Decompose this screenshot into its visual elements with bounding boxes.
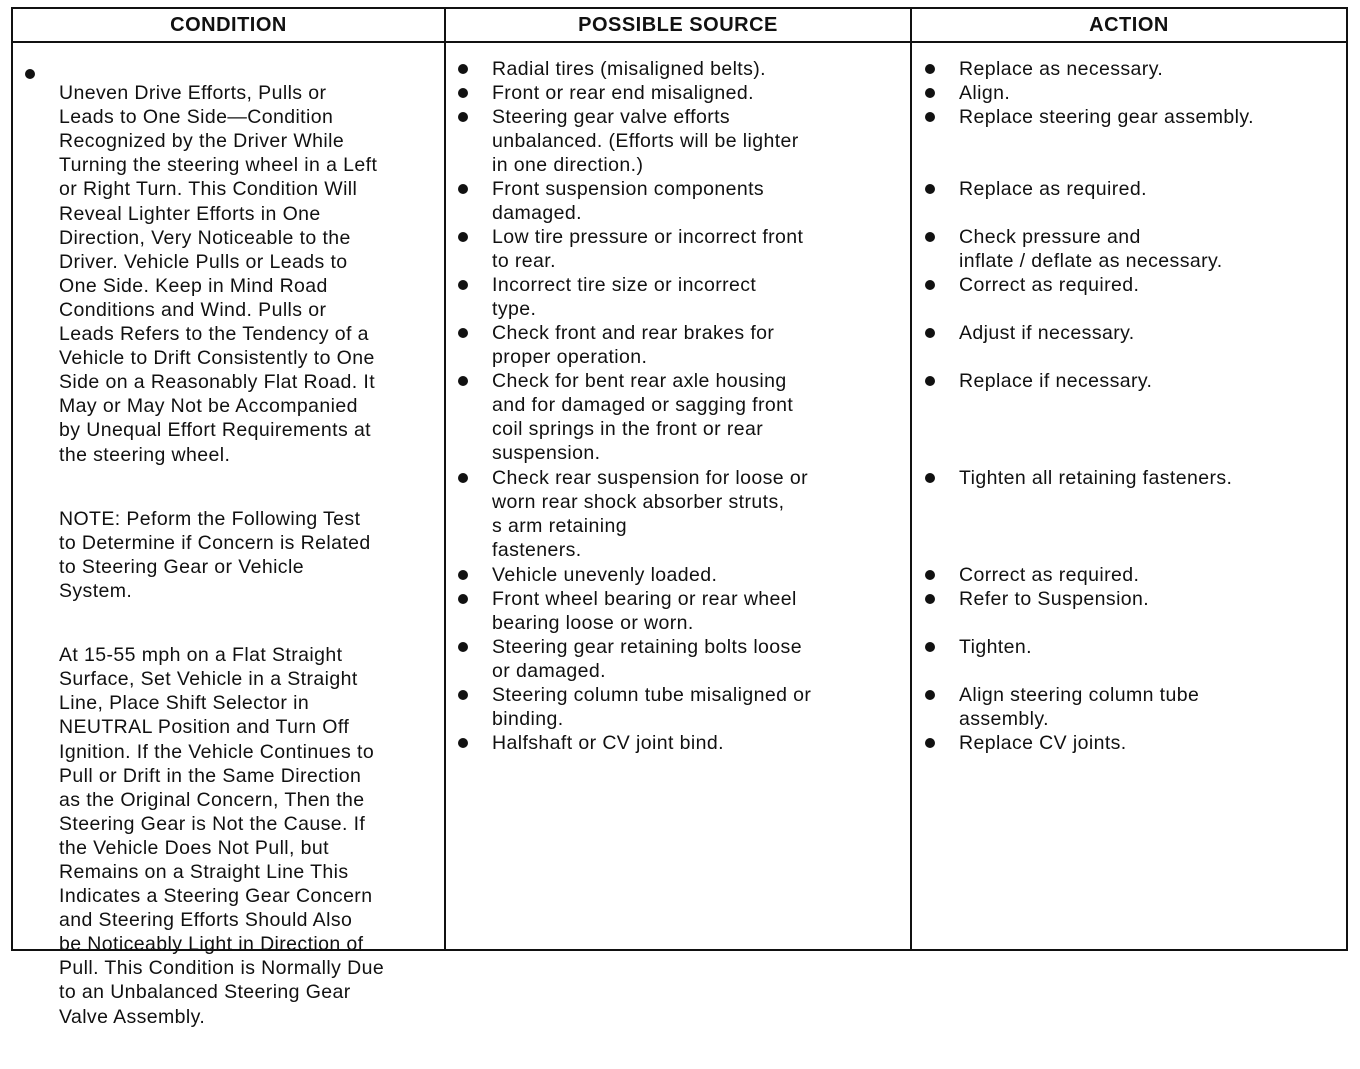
bullet-icon <box>458 690 468 700</box>
bullet-icon <box>925 376 935 386</box>
source-item: Front or rear end misaligned. <box>492 81 908 105</box>
bullet-icon <box>458 738 468 748</box>
bullet-icon <box>925 232 935 242</box>
source-item: Low tire pressure or incorrect front to rear. <box>492 225 908 273</box>
troubleshooting-table <box>11 7 1348 1028</box>
condition-test-procedure: At 15-55 mph on a Flat Straight Surface, Set Vehicle in a Straight Line, Place Shift Selector in NEUTRAL Position and Turn Off Ignition. If the Vehicle Continues to Pull or Drift in the Same Direction as the Original Concern, Then the Steering Gear is Not the Cause. If the Vehicle Does Not Pull, but Remains on a Straight Line This Indicates a Steering Gear Concern and Steering Efforts Should Also be Noticeably Light in Direction of Pull. This Condition is Normally Due to an Unbalanced Steering Gear Valve Assembly. <box>59 644 385 1028</box>
source-item: Steering gear valve efforts unbalanced. (Efforts will be lighter in one direction.) <box>492 105 908 177</box>
source-item: Vehicle unevenly loaded. <box>492 563 908 587</box>
source-item: Radial tires (misaligned belts). <box>492 57 908 81</box>
action-item: Correct as required. <box>959 273 1345 297</box>
bullet-icon <box>458 64 468 74</box>
condition-description: Uneven Drive Efforts, Pulls or Leads to One Side—Condition Recognized by the Driver While Turning the steering wheel in a Left or Right Turn. This Condition Will Reveal Lighter Efforts in One Direction, Very Noticeable to the Driver. Vehicle Pulls or Leads to One Side. Keep in Mind Road Conditions and Wind. Pulls or Leads Refers to the Tendency of a Vehicle to Drift Consistently to One Side on a Reasonably Flat Road. It May or May Not be Accompanied by Unequal Effort Requirements at the steering wheel. <box>59 82 378 466</box>
bullet-icon <box>925 594 935 604</box>
action-item: Replace CV joints. <box>959 731 1345 755</box>
action-item: Replace steering gear assembly. <box>959 105 1345 129</box>
source-item: Halfshaft or CV joint bind. <box>492 731 908 755</box>
condition-text <box>59 57 443 1069</box>
bullet-icon <box>925 473 935 483</box>
header-condition: CONDITION <box>170 14 287 36</box>
bullet-icon <box>458 328 468 338</box>
bullet-icon <box>925 328 935 338</box>
bullet-icon <box>925 88 935 98</box>
source-item: Steering gear retaining bolts loose or damaged. <box>492 635 908 683</box>
header-action: ACTION <box>1089 14 1169 36</box>
bullet-icon <box>458 280 468 290</box>
bullet-icon <box>925 642 935 652</box>
source-item: Incorrect tire size or incorrect type. <box>492 273 908 321</box>
bullet-icon <box>458 594 468 604</box>
action-item: Replace if necessary. <box>959 369 1345 393</box>
table-header-row <box>13 9 1346 43</box>
source-item: Front suspension components damaged. <box>492 177 908 225</box>
source-item: Front wheel bearing or rear wheel bearing loose or worn. <box>492 587 908 635</box>
action-item: Align steering column tube assembly. <box>959 683 1345 731</box>
bullet-icon <box>458 376 468 386</box>
bullet-icon <box>925 738 935 748</box>
bullet-icon <box>458 184 468 194</box>
source-item: Check rear suspension for loose or worn rear shock absorber struts, s arm retaining fasteners. <box>492 466 908 562</box>
bullet-icon <box>458 473 468 483</box>
source-item: Check for bent rear axle housing and for damaged or sagging front coil springs in the front or rear suspension. <box>492 369 908 465</box>
action-item: Correct as required. <box>959 563 1345 587</box>
bullet-icon <box>458 88 468 98</box>
action-item: Tighten all retaining fasteners. <box>959 466 1345 490</box>
bullet-icon <box>925 570 935 580</box>
action-item: Adjust if necessary. <box>959 321 1345 345</box>
bullet-icon <box>925 280 935 290</box>
action-item: Replace as required. <box>959 177 1345 201</box>
action-item: Align. <box>959 81 1345 105</box>
column-divider <box>910 9 912 949</box>
bullet-icon <box>925 690 935 700</box>
bullet-icon <box>925 64 935 74</box>
header-possible-source: POSSIBLE SOURCE <box>578 14 778 36</box>
condition-note: NOTE: Peform the Following Test to Determine if Concern is Related to Steering Gear or Vehicle System. <box>59 507 371 602</box>
bullet-icon <box>25 61 35 85</box>
source-item: Steering column tube misaligned or binding. <box>492 683 908 731</box>
bullet-icon <box>458 112 468 122</box>
action-item: Replace as necessary. <box>959 57 1345 81</box>
action-item: Refer to Suspension. <box>959 587 1345 611</box>
column-divider <box>444 9 446 949</box>
action-item: Check pressure and inflate / deflate as necessary. <box>959 225 1345 273</box>
bullet-icon <box>458 642 468 652</box>
action-item: Tighten. <box>959 635 1345 659</box>
bullet-icon <box>925 112 935 122</box>
source-item: Check front and rear brakes for proper operation. <box>492 321 908 369</box>
bullet-icon <box>458 570 468 580</box>
bullet-icon <box>925 184 935 194</box>
bullet-icon <box>458 232 468 242</box>
